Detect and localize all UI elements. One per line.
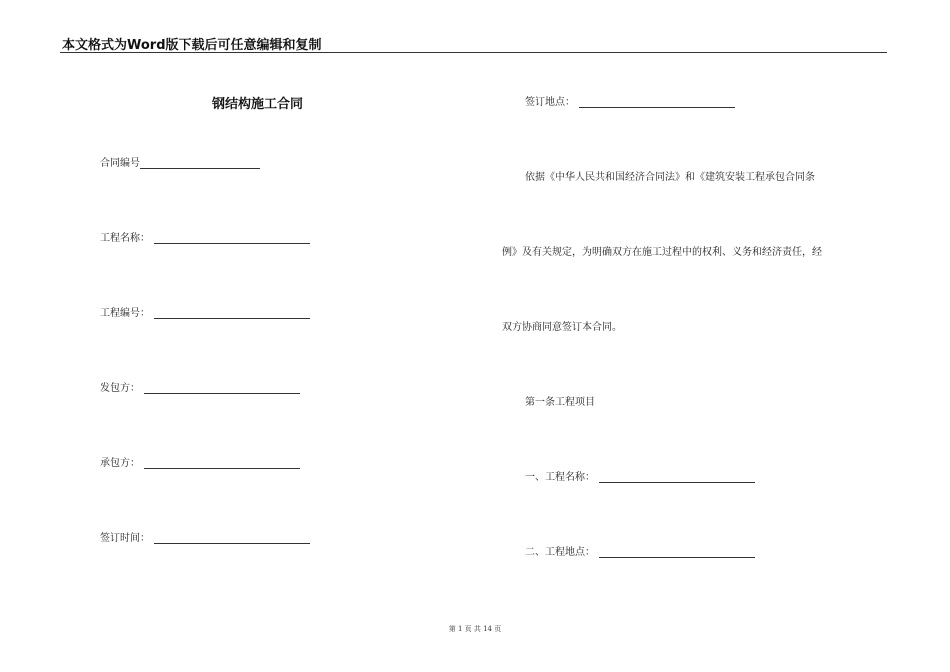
field-contract-number <box>100 154 260 169</box>
paragraph-line-1: 依据《中华人民共和国经济合同法》和《建筑安装工程承包合同条 <box>525 172 815 183</box>
field-label: 签订地点： <box>525 97 575 108</box>
field-label: 一、工程名称： <box>525 472 595 483</box>
field-project-number <box>100 304 310 319</box>
blank-line <box>599 472 755 483</box>
page-footer: 第 1 页 共 14 页 <box>448 625 502 633</box>
blank-line <box>154 233 310 244</box>
field-label: 工程名称： <box>100 233 150 244</box>
field-label: 合同编号 <box>100 158 140 169</box>
blank-line <box>154 308 310 319</box>
field-item-project-name <box>525 468 755 483</box>
header-rule <box>60 52 887 53</box>
field-item-project-place <box>525 543 755 558</box>
field-label: 承包方： <box>100 458 140 469</box>
blank-line <box>579 97 735 108</box>
article-heading: 第一条工程项目 <box>525 397 595 408</box>
blank-line <box>599 547 755 558</box>
blank-line <box>144 458 300 469</box>
field-employer <box>100 379 300 394</box>
field-label: 签订时间： <box>100 533 150 544</box>
field-project-name <box>100 229 310 244</box>
blank-line <box>144 383 300 394</box>
header-title: 本文格式为Word版下载后可任意编辑和复制 <box>62 38 322 53</box>
field-label: 工程编号： <box>100 308 150 319</box>
document-title: 钢结构施工合同 <box>212 97 304 112</box>
field-label: 二、工程地点： <box>525 547 595 558</box>
field-sign-place <box>525 93 735 108</box>
paragraph-line-2: 例》及有关规定，为明确双方在施工过程中的权利、义务和经济责任，经 <box>502 247 822 258</box>
field-contractor <box>100 454 300 469</box>
blank-line <box>140 158 260 169</box>
field-label: 发包方： <box>100 383 140 394</box>
paragraph-line-3: 双方协商同意签订本合同。 <box>502 322 622 333</box>
field-sign-date <box>100 529 310 544</box>
blank-line <box>154 533 310 544</box>
